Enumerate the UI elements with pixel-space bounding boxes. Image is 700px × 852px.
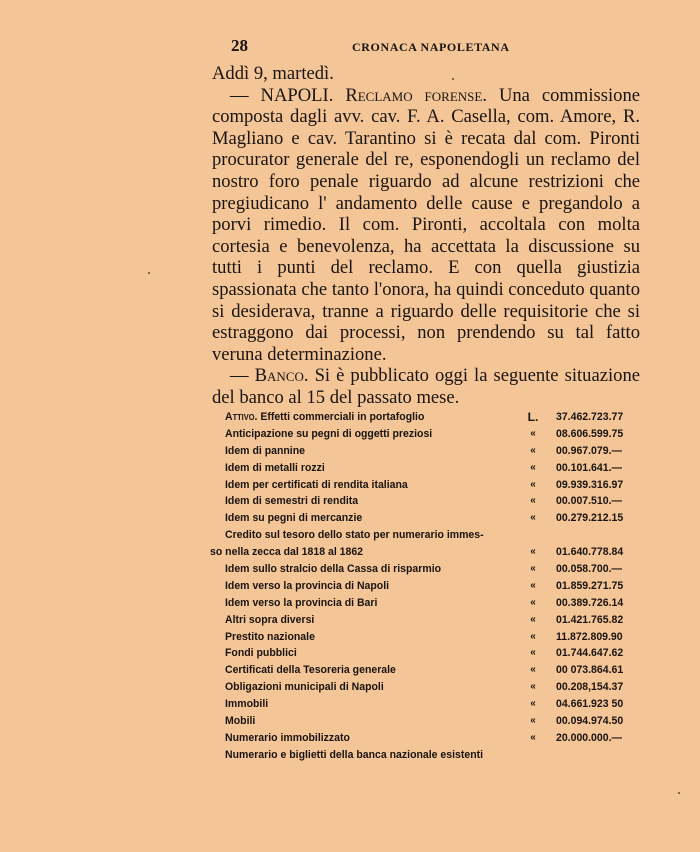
ledger-row-label-text: Fondi pubblici <box>225 647 297 660</box>
ledger-amount: 00.058.700.— <box>556 563 623 576</box>
ledger-row <box>210 679 650 696</box>
ledger-row-label <box>225 747 483 764</box>
ledger-amount: 00.101.641.— <box>556 461 623 474</box>
ledger-row-label <box>225 527 484 544</box>
ledger-row <box>210 629 650 646</box>
ledger-currency-mark: « <box>530 630 536 642</box>
ledger-row <box>210 696 650 713</box>
ledger-currency-mark: « <box>530 427 536 439</box>
ledger-row-label-text: so nella zecca dal 1818 al 1862 <box>210 546 364 559</box>
ledger-row <box>210 730 650 747</box>
ledger-row-label <box>225 510 362 527</box>
ledger-row-label <box>225 612 314 629</box>
ledger-row <box>210 561 650 578</box>
paper-speck <box>148 272 150 274</box>
ledger-currency-mark: « <box>530 681 536 693</box>
ledger-amount: 01.859.271.75 <box>556 579 624 592</box>
ledger-currency-mark: « <box>530 731 536 743</box>
ledger-currency-mark: « <box>530 444 536 456</box>
ledger-amount: 00.208,154.37 <box>556 681 624 694</box>
ledger-amount: 00.389.726.14 <box>556 596 624 609</box>
ledger-row-label-text: Altri sopra diversi <box>225 613 315 626</box>
ledger-currency-mark: « <box>530 495 536 507</box>
ledger-currency-mark: « <box>530 512 536 524</box>
ledger-currency-mark: « <box>530 596 536 608</box>
ledger-row-label-text: Prestito nazionale <box>225 630 315 643</box>
ledger-amount: 37.462.723.77 <box>556 411 624 423</box>
ledger-row-label <box>225 662 396 679</box>
balance-sheet-table <box>210 409 650 764</box>
running-header-title: CRONACA NAPOLETANA <box>352 40 510 54</box>
ledger-amount: 01.640.778.84 <box>556 546 624 559</box>
ledger-row-label <box>225 629 315 646</box>
ledger-row-label <box>210 544 363 561</box>
ledger-row-label-text: Idem su pegni di mercanzie <box>225 512 363 525</box>
ledger-amount: 09.939.316.97 <box>556 478 624 491</box>
ledger-row-label-text: Idem di semestri di rendita <box>225 495 359 508</box>
ledger-row <box>210 477 650 494</box>
ledger-row-label-text: Immobili <box>225 698 269 711</box>
ledger-row <box>210 747 650 764</box>
ledger-currency-mark: « <box>530 647 536 659</box>
ledger-row-label <box>225 645 297 662</box>
ledger-row-label-text: Numerario e biglietti della banca nazionale esistenti <box>225 748 484 761</box>
ledger-row-label-text: Idem di metalli rozzi <box>225 461 325 474</box>
ledger-row-label-text: Idem di pannine <box>225 444 305 457</box>
ledger-row <box>210 460 650 477</box>
ledger-row-label <box>225 679 384 696</box>
ledger-row <box>210 595 650 612</box>
ledger-row <box>210 510 650 527</box>
ledger-currency-mark: « <box>530 461 536 473</box>
ledger-row <box>210 612 650 629</box>
ledger-section-caption: Attivo. <box>225 411 258 423</box>
ledger-row-label <box>225 696 268 713</box>
ledger-row-label-text: Idem per certificati di rendita italiana <box>225 478 408 491</box>
ledger-amount: 00.279.212.15 <box>556 512 624 525</box>
paragraph-banco <box>212 365 640 408</box>
paragraph-reclamo-forense <box>212 85 640 366</box>
ledger-row-label <box>225 443 305 460</box>
section-caption: Banco. <box>254 365 309 387</box>
paragraph-lead: — <box>230 365 255 387</box>
ledger-currency-mark: « <box>530 613 536 625</box>
ledger-row <box>210 713 650 730</box>
ledger-row <box>210 426 650 443</box>
ledger-row-label-text: Mobili <box>225 715 256 728</box>
date-line: Addì 9, martedì. <box>212 63 334 84</box>
ledger-row-label <box>225 493 358 510</box>
ledger-currency-mark: L. <box>527 410 539 424</box>
ledger-row-label-text: Obligazioni municipali di Napoli <box>225 681 384 694</box>
ledger-row-label <box>225 409 424 426</box>
ledger-row-label <box>225 595 377 612</box>
ledger-currency-mark: « <box>530 715 536 727</box>
ledger-row-label <box>225 561 441 578</box>
ledger-row <box>210 645 650 662</box>
ledger-row-label-text: Effetti commerciali in portafoglio <box>257 411 425 423</box>
ledger-amount: 00.094.974.50 <box>556 715 624 728</box>
ledger-row-label-text: Idem sullo stralcio della Cassa di risparmio <box>225 563 442 576</box>
ledger-currency-mark: « <box>530 563 536 575</box>
ledger-row <box>210 409 650 426</box>
article-body <box>212 63 640 409</box>
ledger-currency-mark: « <box>530 664 536 676</box>
section-caption: Reclamo forense. <box>345 84 487 106</box>
paper-speck <box>452 78 454 80</box>
ledger-amount: 00.007.510.— <box>556 495 623 508</box>
ledger-row <box>210 493 650 510</box>
ledger-row <box>210 527 650 544</box>
paper-speck <box>678 792 680 794</box>
ledger-row-label <box>225 460 325 477</box>
ledger-row-label <box>225 426 432 443</box>
ledger-row-label <box>225 730 350 747</box>
ledger-amount: 00 073.864.61 <box>556 664 624 677</box>
ledger-row-label-text: Numerario immobilizzato <box>225 731 350 744</box>
ledger-currency-mark: « <box>530 579 536 591</box>
ledger-row <box>210 662 650 679</box>
ledger-currency-mark: « <box>530 546 536 558</box>
ledger-amount: 20.000.000.— <box>556 731 623 744</box>
ledger-amount: 01.744.647.62 <box>556 647 624 660</box>
ledger-row-label <box>225 713 255 730</box>
paragraph-text: Si è pubblicato oggi la seguente situazione del banco al 15 del passato mese. <box>212 365 640 408</box>
ledger-row <box>210 443 650 460</box>
ledger-row-label-text: Idem verso la provincia di Napoli <box>225 579 390 592</box>
ledger-amount: 01.421.765.82 <box>556 613 624 626</box>
ledger-row-label-text: Credito sul tesoro dello stato per numerario immes- <box>225 529 484 542</box>
page-number: 28 <box>231 36 248 55</box>
ledger-row <box>210 578 650 595</box>
paragraph-text: Una commissione composta dagli avv. cav. F. A. Casella, com. Amore, R. Magliano e cav. Tarantino si è recata dal com. Pironti procurator generale del re, esponendogli un reclamo del nostro foro penale riguardo ad alcune restrizioni che pregiudicano l' andamento delle cause e pregandolo a porvi rimedio. Il com. Pironti, accoltala con molta cortesia e benevolenza, ha accettata la discussione su tutti i punti del reclamo. E con quella giustizia spassionata che tanto l'onora, ha quindi conceduto quanto si desiderava, tranne a riguardo delle requisitorie che si estraggono dai processi, non prendendo su tal fatto veruna determinazione. <box>212 84 640 365</box>
ledger-currency-mark: « <box>530 478 536 490</box>
ledger-row-label <box>225 477 408 494</box>
ledger-row <box>210 544 650 561</box>
ledger-row-label-text: Anticipazione su pegni di oggetti preziosi <box>225 427 433 440</box>
ledger-amount: 08.606.599.75 <box>556 427 624 440</box>
ledger-row-label-text: Certificati della Tesoreria generale <box>225 664 396 677</box>
ledger-row-label <box>225 578 389 595</box>
ledger-currency-mark: « <box>530 698 536 710</box>
ledger-amount: 00.967.079.— <box>556 444 623 457</box>
ledger-amount: 04.661.923 50 <box>556 698 624 711</box>
paragraph-lead: — NAPOLI. <box>230 84 346 106</box>
ledger-amount: 11.872.809.90 <box>556 630 623 643</box>
ledger-row-label-text: Idem verso la provincia di Bari <box>225 596 378 609</box>
